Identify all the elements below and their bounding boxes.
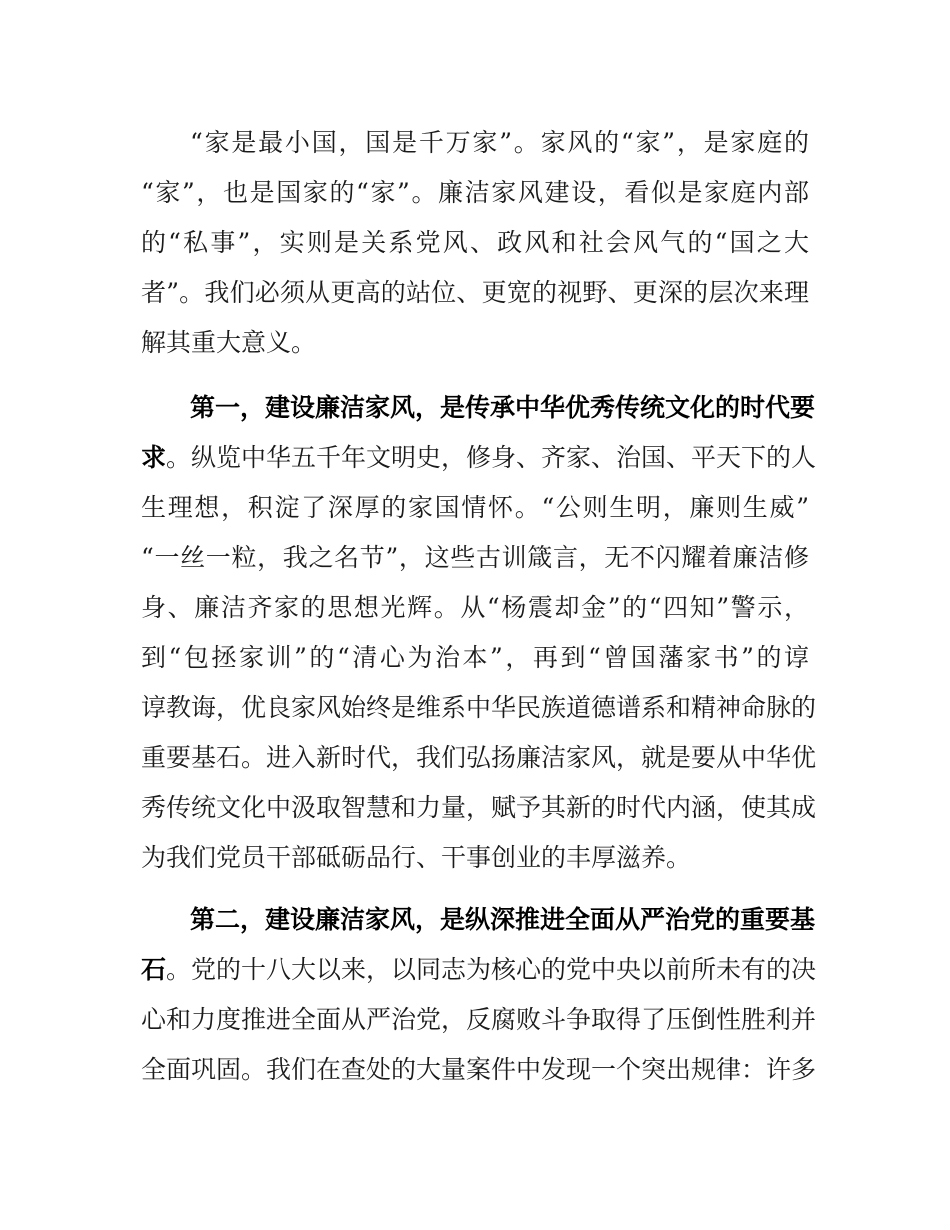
point-1-line-10: 为我们党员干部砥砺品行、干事创业的丰厚滋养。 (141, 843, 692, 872)
point-1-line-9: 秀传统文化中汲取智慧和力量，赋予其新的时代内涵，使其成 (141, 793, 817, 822)
point-2-heading-end: 石 (141, 955, 167, 984)
intro-line-5: 解其重大意义。 (141, 328, 317, 357)
point-1-line-2-text: 。纵览中华五千年文明史，修身、齐家、治国、平天下的人 (166, 443, 817, 472)
point-1-line-6: 到“包拯家训”的“清心为治本”，再到“曾国藩家书”的谆 (141, 643, 809, 672)
point-2-line-2 (141, 953, 817, 987)
point-1-line-5: 身、廉洁齐家的思想光辉。从“杨震却金”的“四知”警示， (141, 593, 809, 622)
point-1-line-2 (141, 441, 817, 475)
intro-line-3: 的“私事”，实则是关系党风、政风和社会风气的“国之大 (141, 228, 809, 257)
intro-line-4: 者”。我们必须从更高的站位、更宽的视野、更深的层次来理 (141, 278, 809, 307)
intro-line-2: “家”，也是国家的“家”。廉洁家风建设，看似是家庭内部 (141, 178, 809, 207)
point-1-heading: 第一，建设廉洁家风，是传承中华优秀传统文化的时代要 (190, 393, 816, 422)
point-1-heading-end: 求 (141, 443, 167, 472)
point-1-line-8: 重要基石。进入新时代，我们弘扬廉洁家风，就是要从中华优 (141, 743, 817, 772)
point-2-heading: 第二，建设廉洁家风，是纵深推进全面从严治党的重要基 (190, 905, 816, 934)
intro-line-1: “家是最小国，国是千万家”。家风的“家”，是家庭的 (190, 128, 809, 157)
point-2-line-2-text: 。党的十八大以来，以同志为核心的党中央以前所未有的决 (166, 955, 817, 984)
point-1-line-3: 生理想，积淀了深厚的家国情怀。“公则生明，廉则生威” (141, 493, 809, 522)
point-1-line-7: 谆教诲，优良家风始终是维系中华民族道德谱系和精神命脉的 (141, 693, 817, 722)
point-2-line-3: 心和力度推进全面从严治党，反腐败斗争取得了压倒性胜利并 (141, 1005, 817, 1034)
point-2-line-4: 全面巩固。我们在查处的大量案件中发现一个突出规律：许多 (141, 1055, 817, 1084)
point-1-line-4: “一丝一粒，我之名节”，这些古训箴言，无不闪耀着廉洁修 (141, 543, 809, 572)
